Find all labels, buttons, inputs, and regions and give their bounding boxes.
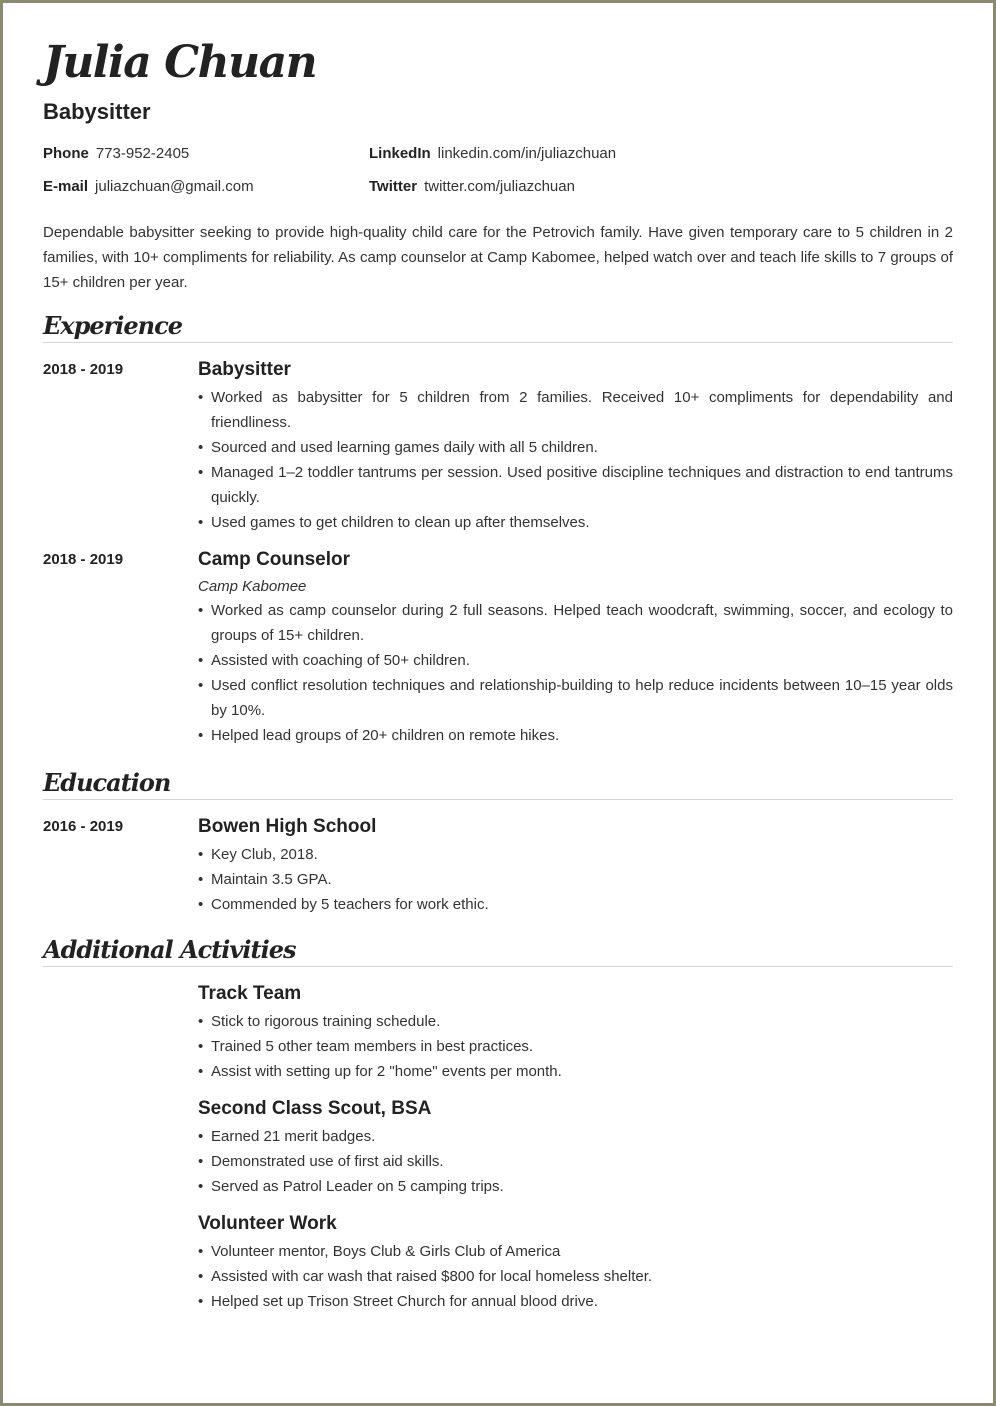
experience-2-org: Camp Kabomee (198, 578, 307, 595)
bullet-item: • Key Club, 2018. (198, 842, 953, 867)
activity-3-bullets (198, 1239, 953, 1314)
email-value: juliazchuan@gmail.com (95, 178, 254, 195)
experience-2-bullets (198, 598, 953, 748)
activity-entry (198, 1213, 953, 1314)
contact-twitter (369, 178, 575, 195)
bullet-item: • Volunteer mentor, Boys Club & Girls Club of America (198, 1239, 953, 1264)
bullet-item: • Helped lead groups of 20+ children on remote hikes. (198, 723, 953, 748)
bullet-item: • Stick to rigorous training schedule. (198, 1009, 953, 1034)
experience-1-bullets (198, 385, 953, 535)
activity-1-title: Track Team (198, 983, 302, 1004)
linkedin-value: linkedin.com/in/juliazchuan (437, 145, 617, 162)
education-heading: Education (43, 768, 171, 797)
activities-heading: Additional Activities (43, 935, 296, 964)
bullet-item: • Assisted with car wash that raised $800 for local homeless shelter. (198, 1264, 953, 1289)
activity-3-title: Volunteer Work (198, 1213, 337, 1234)
bullet-item: • Maintain 3.5 GPA. (198, 867, 953, 892)
linkedin-label: LinkedIn (369, 145, 431, 162)
bullet-item: • Worked as camp counselor during 2 full seasons. Helped teach woodcraft, swimming, soccer, and ecology to groups of 15+ children. (198, 598, 953, 648)
email-label: E-mail (43, 178, 89, 195)
bullet-item: • Earned 21 merit badges. (198, 1124, 953, 1149)
twitter-value: twitter.com/juliazchuan (424, 178, 575, 195)
experience-1-title: Babysitter (198, 359, 291, 380)
bullet-item: • Assisted with coaching of 50+ children. (198, 648, 953, 673)
bullet-item: • Worked as babysitter for 5 children from 2 families. Received 10+ compliments for dependability and friendliness. (198, 385, 953, 435)
candidate-role: Babysitter (43, 99, 151, 124)
summary-paragraph: Dependable babysitter seeking to provide high-quality child care for the Petrovich family. Have given temporary care to 5 children in 2 families, with 10+ compliments for reliability. As camp counselor at Camp Kabomee, helped watch over and teach life skills to 7 groups of 15+ children per year. (43, 224, 953, 291)
experience-divider (43, 342, 953, 343)
twitter-label: Twitter (369, 178, 418, 195)
education-1-dates: 2016 - 2019 (43, 818, 124, 835)
activity-2-title: Second Class Scout, BSA (198, 1098, 432, 1119)
bullet-item: • Helped set up Trison Street Church for annual blood drive. (198, 1289, 953, 1314)
bullet-item: • Managed 1–2 toddler tantrums per session. Used positive discipline techniques and distraction to end tantrums quickly. (198, 460, 953, 510)
activity-2-bullets (198, 1124, 953, 1199)
bullet-item: • Commended by 5 teachers for work ethic. (198, 892, 953, 917)
education-entry (198, 816, 953, 917)
experience-heading: Experience (43, 311, 183, 340)
resume-page (3, 3, 993, 1403)
candidate-name: Julia Chuan (43, 37, 317, 88)
bullet-item: • Assist with setting up for 2 "home" events per month. (198, 1059, 953, 1084)
bullet-item: • Used conflict resolution techniques and relationship-building to help reduce incidents between 10–15 year olds by 10%. (198, 673, 953, 723)
experience-1-dates: 2018 - 2019 (43, 361, 124, 378)
activity-1-bullets (198, 1009, 953, 1084)
activity-entry (198, 1098, 953, 1199)
experience-entry (198, 359, 953, 535)
education-1-bullets (198, 842, 953, 917)
phone-value: 773-952-2405 (95, 145, 190, 162)
bullet-item: • Demonstrated use of first aid skills. (198, 1149, 953, 1174)
education-1-title: Bowen High School (198, 816, 377, 837)
bullet-item: • Sourced and used learning games daily with all 5 children. (198, 435, 953, 460)
bullet-item: • Used games to get children to clean up after themselves. (198, 510, 953, 535)
experience-2-title: Camp Counselor (198, 549, 351, 570)
contact-linkedin (369, 145, 616, 162)
education-divider (43, 799, 953, 800)
experience-2-dates: 2018 - 2019 (43, 551, 124, 568)
experience-entry (198, 549, 953, 748)
bullet-item: • Served as Patrol Leader on 5 camping trips. (198, 1174, 953, 1199)
contact-phone (43, 145, 189, 162)
phone-label: Phone (43, 145, 89, 162)
activities-divider (43, 966, 953, 967)
activity-entry (198, 983, 953, 1084)
contact-email (43, 178, 254, 195)
bullet-item: • Trained 5 other team members in best practices. (198, 1034, 953, 1059)
